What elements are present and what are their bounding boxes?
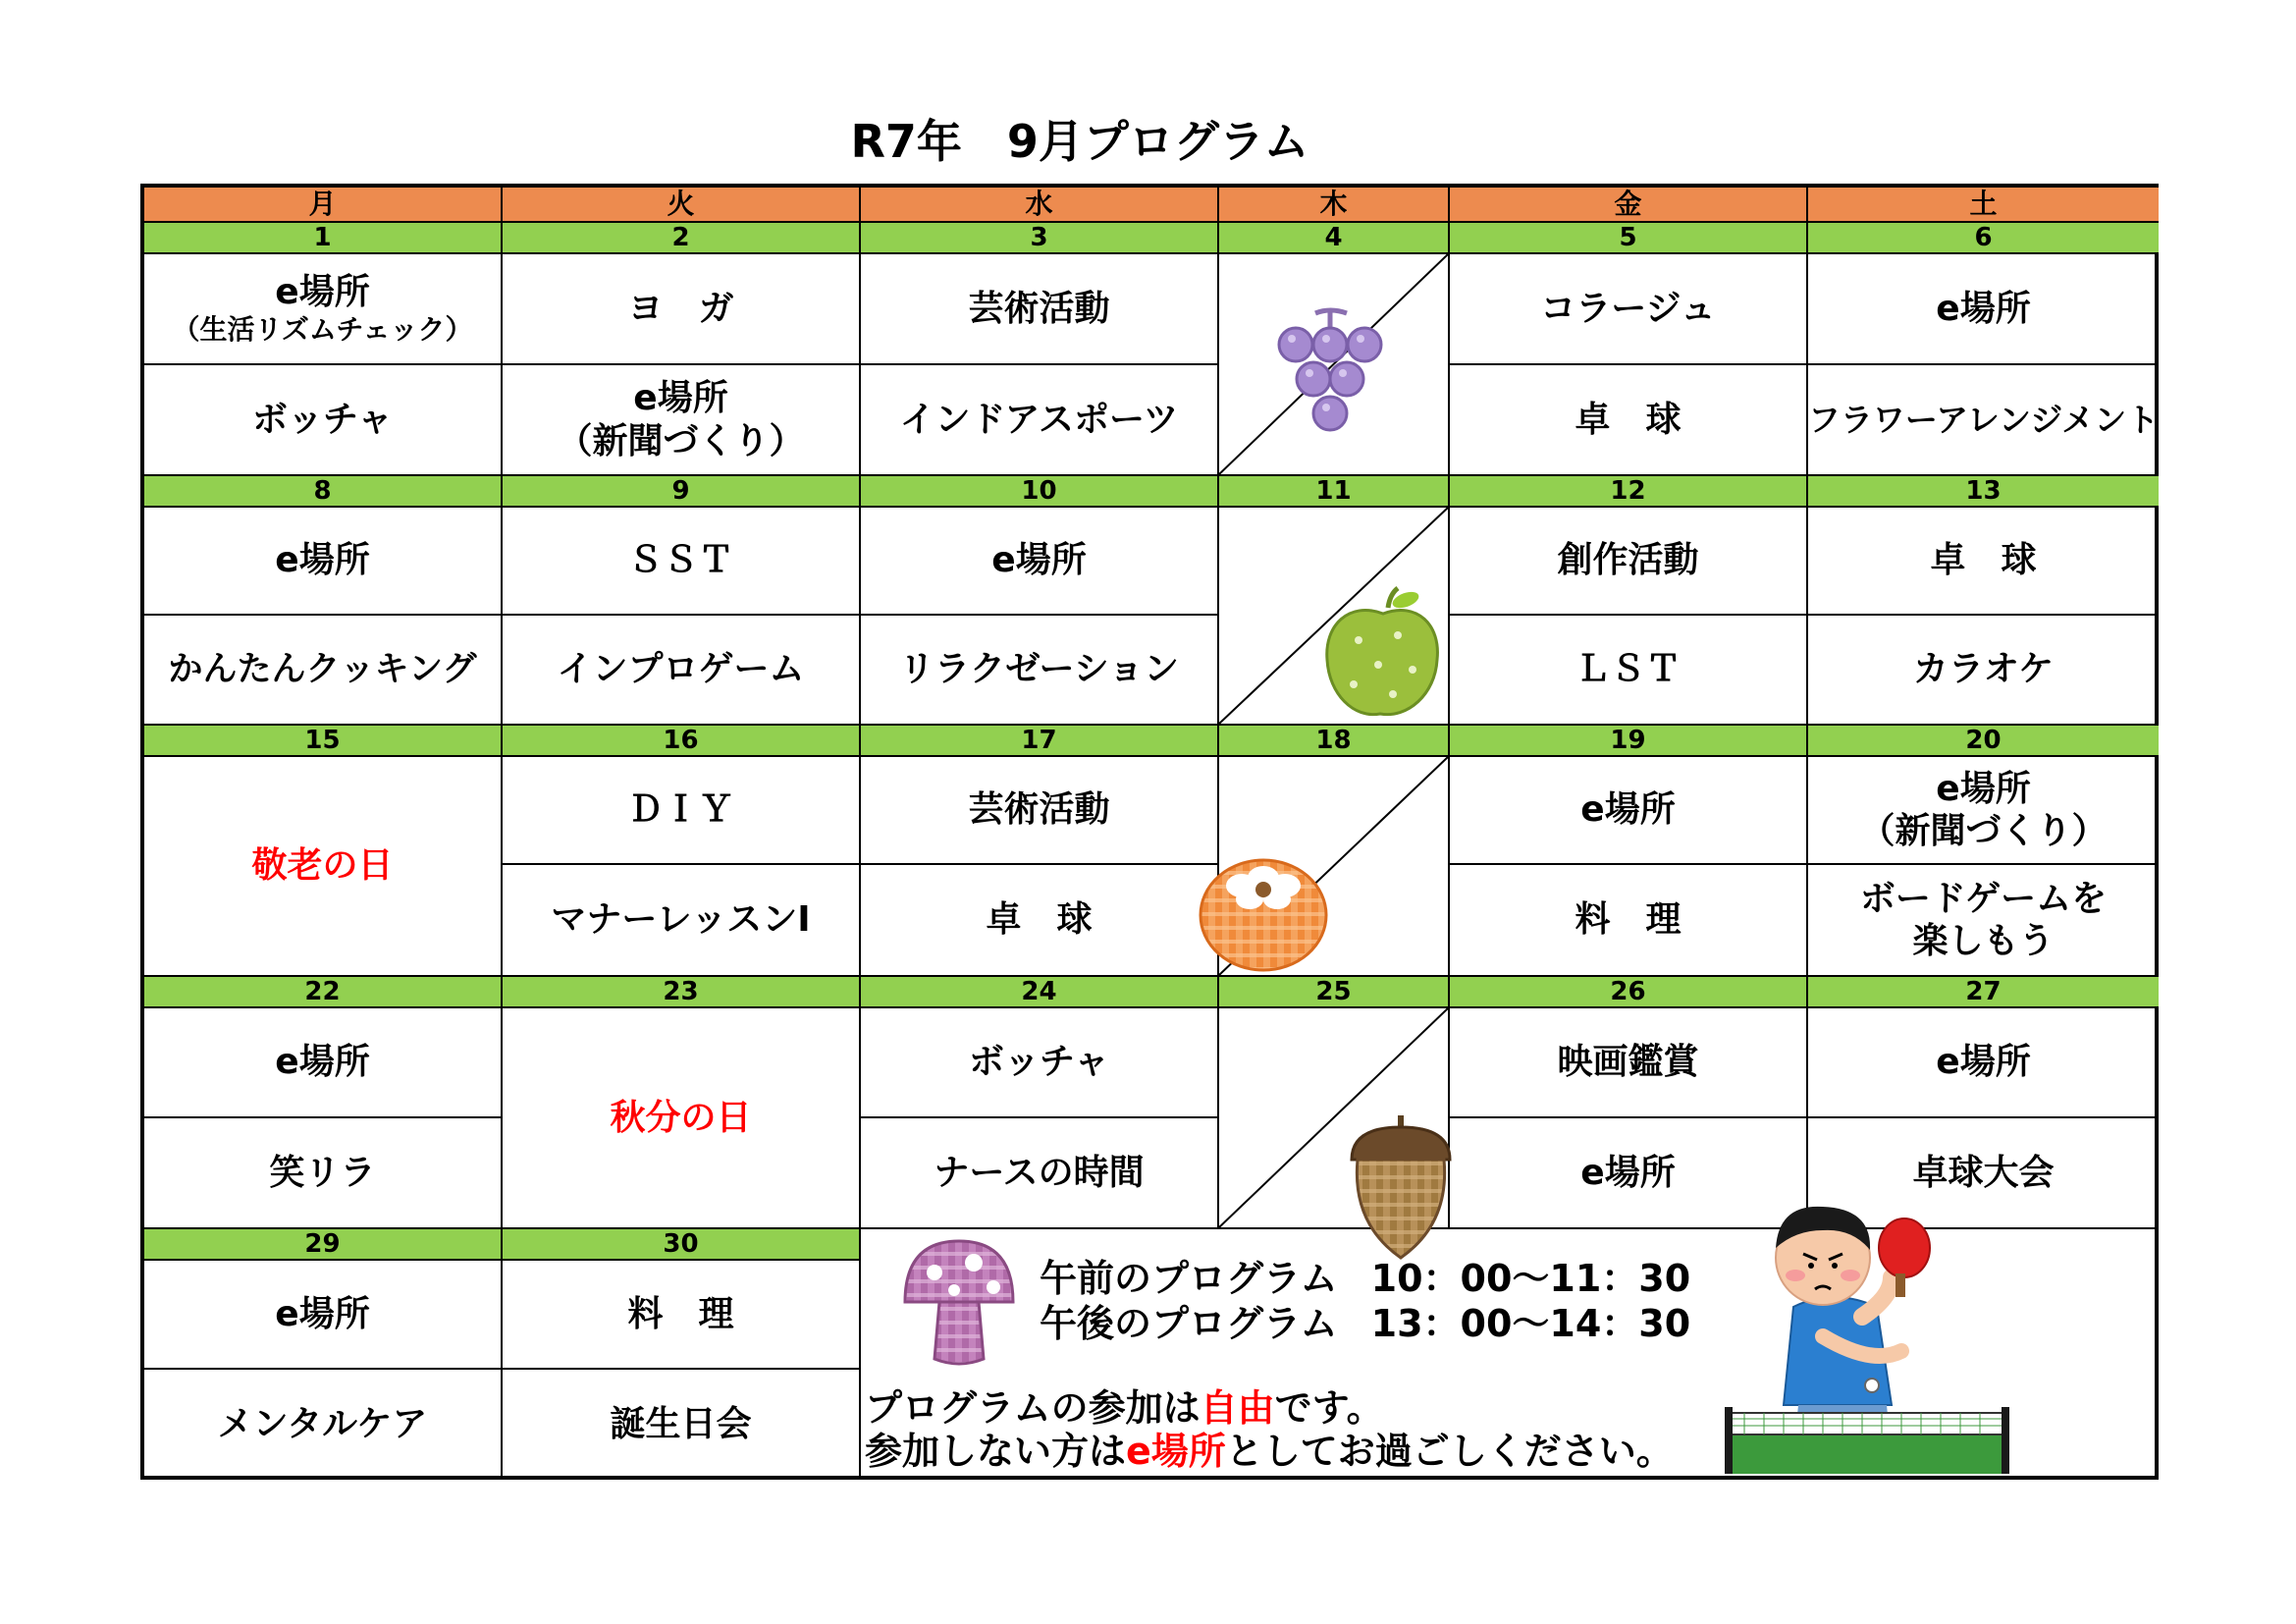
- program-cell: e場所: [861, 508, 1219, 616]
- program-cell: 映画鑑賞: [1450, 1008, 1808, 1118]
- weekday-tue: 火: [503, 188, 861, 223]
- weekday-wed: 水: [861, 188, 1219, 223]
- page-title: R7年 9月プログラム: [850, 115, 1309, 168]
- pm-label: 午後のプログラム: [1040, 1302, 1338, 1345]
- pm-schedule: [1040, 1293, 1690, 1347]
- program-cell: インドアスポーツ: [861, 365, 1219, 476]
- date-cell: 5: [1450, 223, 1808, 254]
- calendar-table: [140, 184, 2159, 1480]
- weekday-fri: 金: [1450, 188, 1808, 223]
- date-cell: 25: [1219, 977, 1450, 1008]
- program-note: （生活リズムチェック）: [172, 313, 473, 347]
- date-cell: 15: [144, 726, 503, 757]
- holiday-cell: 敬老の日: [144, 757, 503, 977]
- program-cell: ＳＳＴ: [503, 508, 861, 616]
- program-cell: ＤＩＹ: [503, 757, 861, 865]
- program-name: e場所: [275, 272, 370, 313]
- date-cell: 16: [503, 726, 861, 757]
- program-cell: 芸術活動: [861, 757, 1219, 865]
- apple-icon: [1319, 586, 1447, 724]
- program-cell: かんたんクッキング: [144, 616, 503, 726]
- pm-time: 13：00～14：30: [1370, 1302, 1691, 1345]
- date-cell: 1: [144, 223, 503, 254]
- am-label: 午前のプログラム: [1040, 1257, 1338, 1300]
- program-note: 楽しもう: [1912, 921, 2055, 961]
- program-cell: 卓球大会: [1808, 1118, 2159, 1229]
- program-cell: リラクゼーション: [861, 616, 1219, 726]
- program-note: （新聞づくり）: [1859, 811, 2108, 851]
- date-cell: 19: [1450, 726, 1808, 757]
- program-cell: e場所: [1450, 757, 1808, 865]
- note-text: プログラムの参加は: [865, 1386, 1201, 1430]
- weekday-thu: 木: [1219, 188, 1450, 223]
- note-text: です。: [1274, 1386, 1384, 1430]
- program-cell: e場所: [1450, 1118, 1808, 1229]
- date-cell: 10: [861, 476, 1219, 508]
- date-cell: 3: [861, 223, 1219, 254]
- date-cell: 30: [503, 1229, 861, 1261]
- program-cell: 誕生日会: [503, 1370, 861, 1480]
- date-cell: 12: [1450, 476, 1808, 508]
- note-highlight: 自由: [1200, 1386, 1275, 1430]
- program-cell: ヨ ガ: [503, 254, 861, 365]
- program-cell: 卓 球: [1808, 508, 2159, 616]
- date-cell: 24: [861, 977, 1219, 1008]
- program-cell: 芸術活動: [861, 254, 1219, 365]
- date-cell: 20: [1808, 726, 2159, 757]
- program-name: ボードゲームを: [1859, 878, 2108, 919]
- program-name: e場所: [633, 378, 728, 419]
- closed-day-cell: [1219, 254, 1450, 476]
- date-cell: 6: [1808, 223, 2159, 254]
- program-cell: [1808, 865, 2159, 977]
- date-cell: 11: [1219, 476, 1450, 508]
- grape-icon: [1276, 305, 1384, 472]
- program-cell: 笑リラ: [144, 1118, 503, 1229]
- program-cell: 創作活動: [1450, 508, 1808, 616]
- date-cell: 23: [503, 977, 861, 1008]
- program-cell: ボッチャ: [861, 1008, 1219, 1118]
- weekday-sat: 土: [1808, 188, 2159, 223]
- date-cell: 2: [503, 223, 861, 254]
- mushroom-icon: [900, 1233, 1018, 1371]
- program-cell: コラージュ: [1450, 254, 1808, 365]
- note-text: 参加しない方は: [865, 1430, 1127, 1473]
- date-cell: 29: [144, 1229, 503, 1261]
- closed-day-cell: [1219, 508, 1450, 726]
- program-cell: e場所: [144, 1008, 503, 1118]
- program-cell: メンタルケア: [144, 1370, 503, 1480]
- program-cell: e場所: [1808, 254, 2159, 365]
- program-cell: フラワーアレンジメント: [1808, 365, 2159, 476]
- date-cell: 9: [503, 476, 861, 508]
- program-cell: カラオケ: [1808, 616, 2159, 726]
- date-cell: 8: [144, 476, 503, 508]
- program-cell: ボッチャ: [144, 365, 503, 476]
- date-cell: 26: [1450, 977, 1808, 1008]
- date-cell: 17: [861, 726, 1219, 757]
- program-cell: ナースの時間: [861, 1118, 1219, 1229]
- acorn-icon: [1342, 1115, 1460, 1263]
- date-cell: 27: [1808, 977, 2159, 1008]
- program-cell: 卓 球: [1450, 365, 1808, 476]
- program-cell: e場所: [144, 1261, 503, 1370]
- program-cell: e場所: [1808, 1008, 2159, 1118]
- date-cell: 4: [1219, 223, 1450, 254]
- date-cell: 13: [1808, 476, 2159, 508]
- program-name: e場所: [1936, 768, 2031, 809]
- program-cell: 卓 球: [861, 865, 1219, 977]
- program-cell: [503, 365, 861, 476]
- program-note: （新聞づくり）: [557, 420, 805, 461]
- date-cell: 18: [1219, 726, 1450, 757]
- program-cell: マナーレッスンⅠ: [503, 865, 861, 977]
- program-cell: [1808, 757, 2159, 865]
- program-cell: e場所: [144, 508, 503, 616]
- program-cell: 料 理: [503, 1261, 861, 1370]
- weekday-mon: 月: [144, 188, 503, 223]
- holiday-cell: 秋分の日: [503, 1008, 861, 1229]
- program-cell: ＬＳＴ: [1450, 616, 1808, 726]
- note-text: としてお過ごしください。: [1225, 1430, 1674, 1473]
- table-tennis-player-icon: [1725, 1189, 2009, 1474]
- persimmon-icon: [1195, 839, 1332, 976]
- program-cell: [144, 254, 503, 365]
- am-time: 10：00～11：30: [1370, 1257, 1691, 1300]
- program-cell: インプロゲーム: [503, 616, 861, 726]
- program-cell: 料 理: [1450, 865, 1808, 977]
- note-highlight: e場所: [1126, 1430, 1226, 1473]
- date-cell: 22: [144, 977, 503, 1008]
- non-participation-note: [865, 1421, 1674, 1475]
